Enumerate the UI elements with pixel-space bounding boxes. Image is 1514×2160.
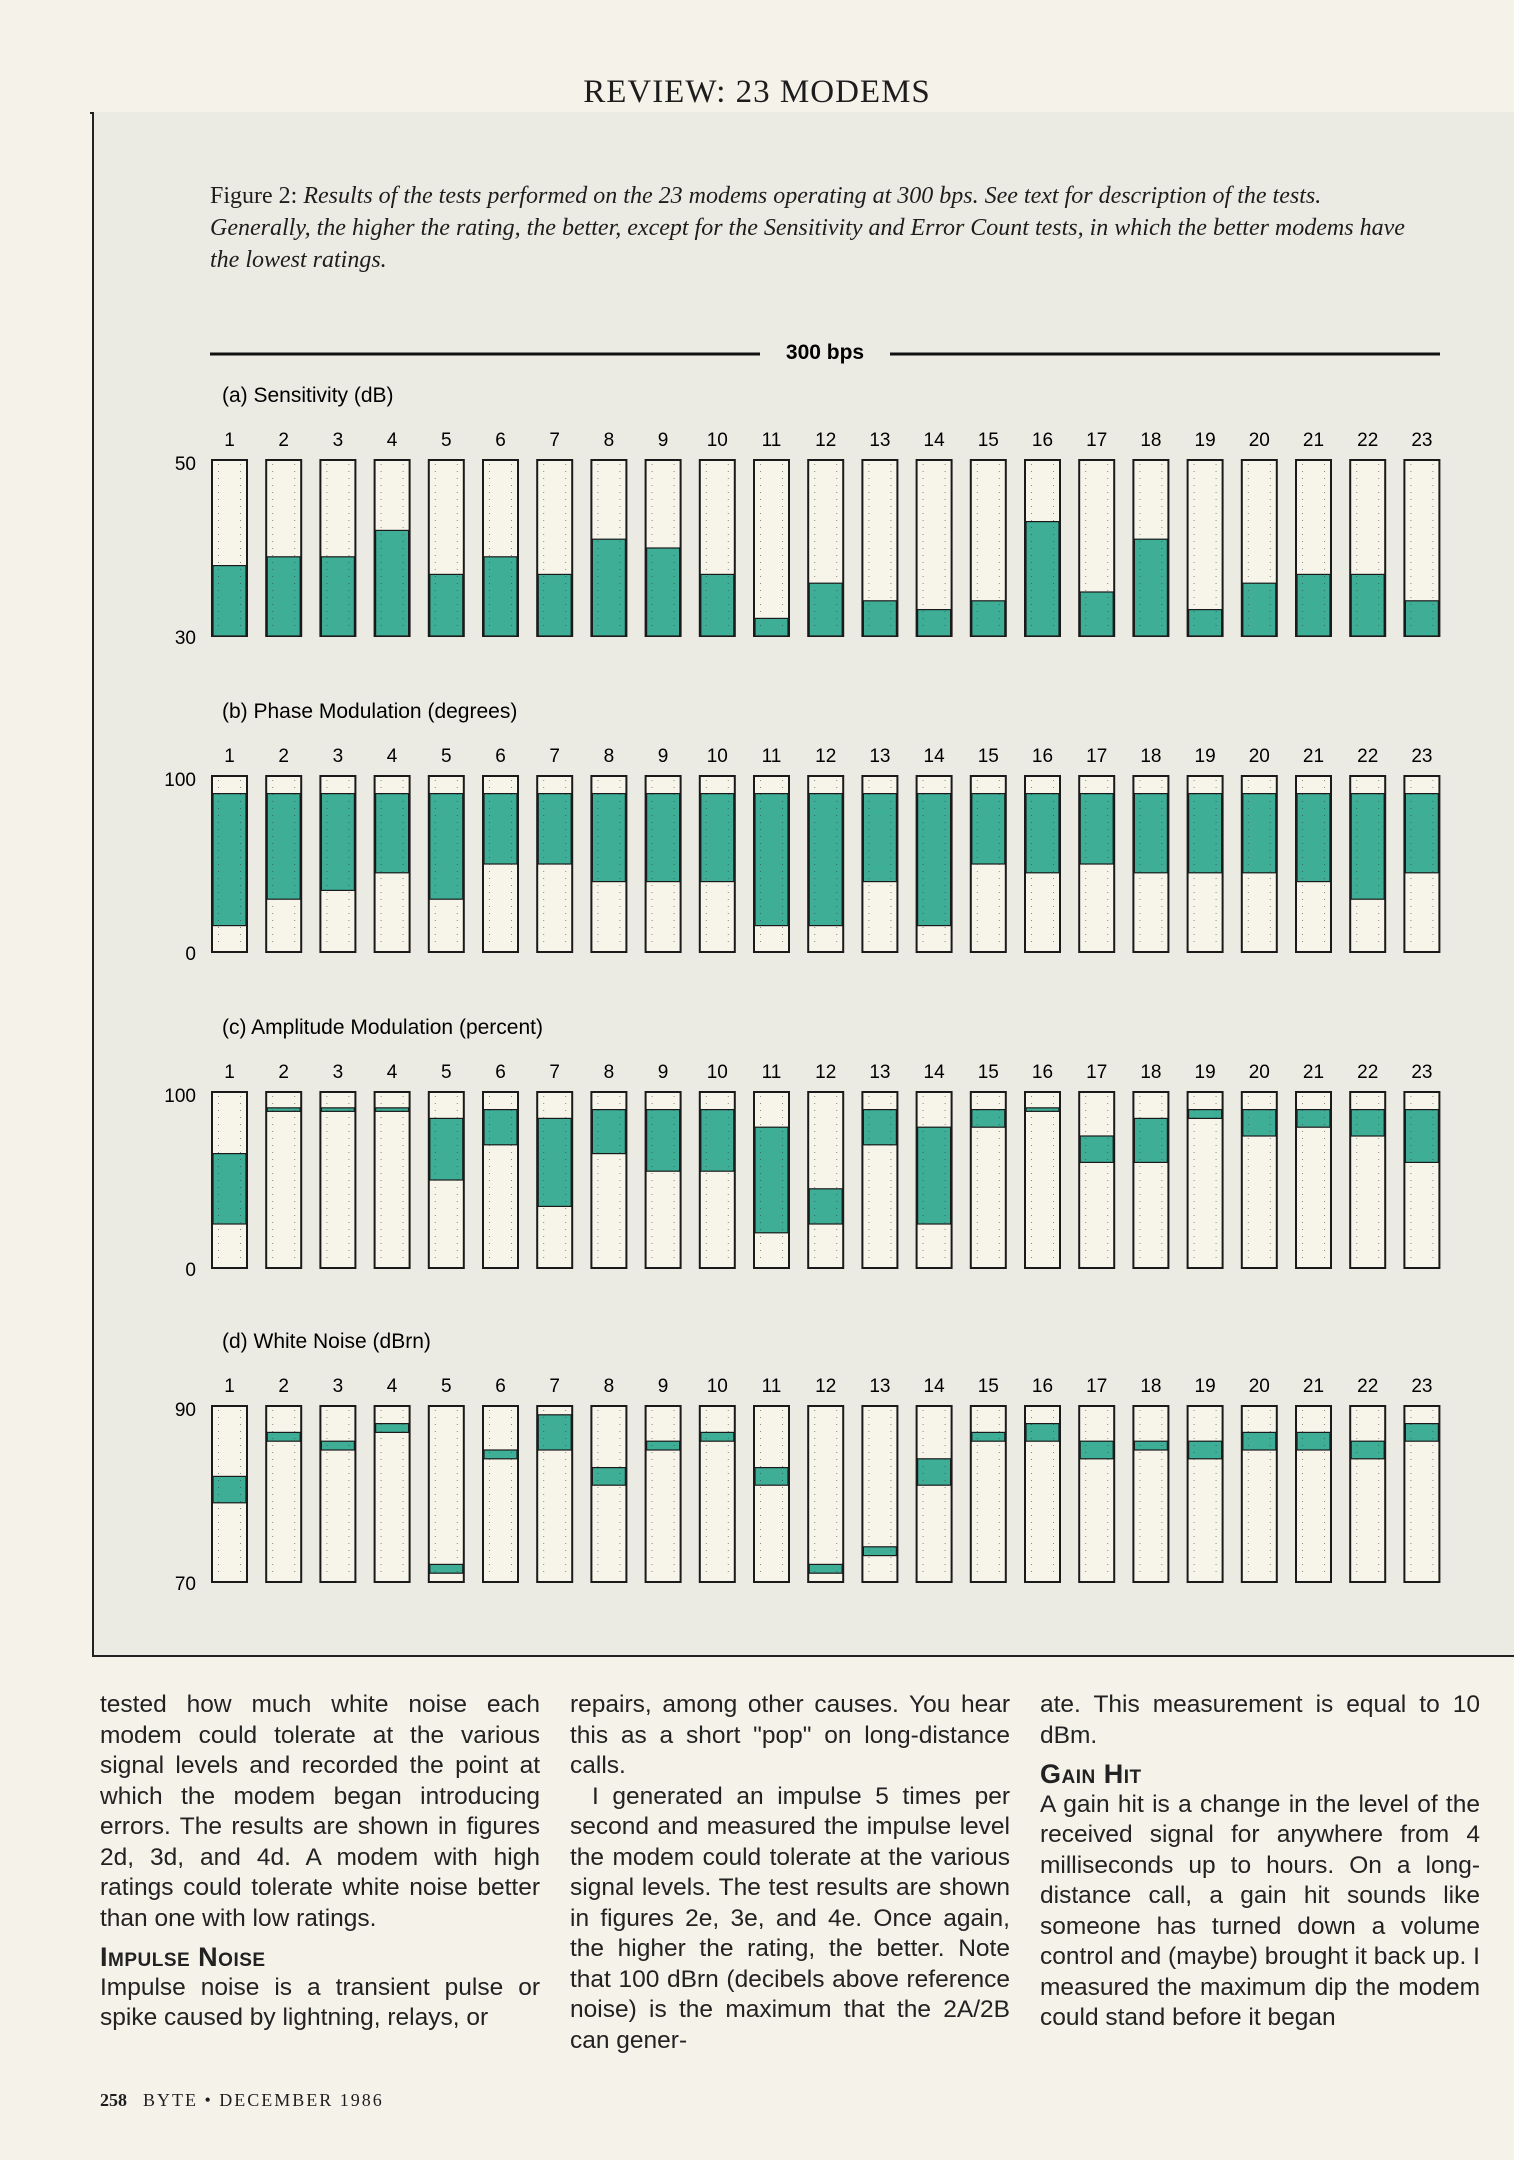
bar-value — [376, 1108, 409, 1112]
caption-text: Results of the tests performed on the 23 modems operating at 300 bps. See text for description of the tests. Generally, the higher the rating, the better, except for the Sensitivity and Error Count tests, in which the better modems have the lowest ratings. — [210, 183, 1405, 273]
modem-number-label: 10 — [706, 430, 728, 451]
bar-value — [701, 1110, 734, 1172]
bar-frame — [591, 1406, 626, 1582]
page-title: REVIEW: 23 MODEMS — [583, 74, 931, 110]
bar-value — [1297, 1432, 1330, 1450]
bar-frame — [483, 1406, 518, 1582]
modem-number-label: 21 — [1302, 430, 1325, 451]
bar-value — [972, 1432, 1005, 1441]
modem-number-label: 15 — [977, 1062, 999, 1083]
modem-number-label: 20 — [1248, 430, 1270, 451]
bar-frame — [754, 460, 789, 636]
modem-number-label: 10 — [706, 1062, 728, 1083]
bar-value — [647, 794, 680, 882]
bar-value — [755, 1127, 788, 1233]
modem-number-label: 22 — [1357, 1062, 1379, 1083]
body-paragraph: Impulse noise is a transient pulse or spike caused by lightning, relays, or — [100, 1973, 540, 2031]
modem-number-label: 21 — [1302, 746, 1325, 767]
bar-value — [1134, 794, 1167, 873]
modem-number-label: 3 — [332, 1376, 344, 1397]
modem-number-label: 6 — [495, 1062, 506, 1083]
bar-value — [701, 794, 734, 882]
y-tick-label: 0 — [185, 1260, 196, 1281]
modem-number-label: 19 — [1194, 1376, 1216, 1397]
caption-label: Figure 2: — [210, 183, 298, 209]
page-number: 258 — [100, 2090, 127, 2110]
bar-value — [538, 794, 571, 864]
bar-value — [213, 794, 246, 926]
modem-number-label: 14 — [923, 746, 945, 767]
bar-value — [376, 1424, 409, 1433]
modem-number-label: 16 — [1031, 430, 1054, 451]
modem-number-label: 4 — [386, 430, 398, 451]
bar-value — [321, 794, 354, 891]
bar-value — [484, 794, 517, 864]
modem-number-label: 7 — [549, 430, 560, 451]
y-tick-label: 90 — [174, 1400, 196, 1421]
bar-value — [538, 1415, 571, 1450]
bar-value — [430, 1564, 463, 1573]
y-tick-label: 70 — [174, 1574, 196, 1595]
bar-value — [972, 794, 1005, 864]
bar-value — [376, 794, 409, 873]
body-column-1 — [100, 1690, 540, 2034]
bar-value — [430, 1118, 463, 1180]
bar-value — [755, 1468, 788, 1486]
modem-number-label: 23 — [1411, 746, 1433, 767]
chart-title: (a) Sensitivity (dB) — [222, 384, 394, 407]
bar-value — [1026, 1424, 1059, 1442]
modem-number-label: 10 — [706, 746, 728, 767]
chart-title: (c) Amplitude Modulation (percent) — [222, 1016, 543, 1039]
bar-value — [809, 583, 842, 636]
modem-number-label: 13 — [869, 1376, 891, 1397]
modem-number-label: 6 — [495, 430, 506, 451]
section-heading-impulse-noise: Impulse Noise — [100, 1942, 266, 1972]
bar-value — [267, 557, 300, 636]
modem-number-label: 8 — [603, 746, 615, 767]
modem-number-label: 15 — [977, 430, 999, 451]
modem-number-label: 17 — [1086, 430, 1108, 451]
bar-value — [1134, 539, 1167, 636]
bar-frame — [646, 1406, 681, 1582]
modem-number-label: 9 — [657, 1376, 669, 1397]
modem-number-label: 1 — [224, 430, 235, 451]
modem-number-label: 3 — [332, 1062, 344, 1083]
bar-value — [1080, 1136, 1113, 1162]
modem-number-label: 21 — [1302, 1062, 1325, 1083]
modem-number-label: 20 — [1248, 1062, 1270, 1083]
modem-number-label: 23 — [1411, 1376, 1433, 1397]
y-tick-label: 0 — [185, 944, 196, 965]
bar-value — [538, 574, 571, 636]
bar-value — [1189, 1441, 1222, 1459]
modem-number-label: 17 — [1086, 1376, 1108, 1397]
modem-number-label: 4 — [386, 1062, 398, 1083]
modem-number-label: 19 — [1194, 430, 1216, 451]
modem-number-label: 11 — [761, 1062, 782, 1083]
bar-frame — [1079, 1092, 1114, 1268]
modem-number-label: 17 — [1086, 746, 1108, 767]
body-paragraph: I generated an impulse 5 times per second and measured the impulse level the modem could tolerate at the various signal levels. The test results are shown in figures 2e, 3e, and 4e. Once again, the higher the rating, the better. Note that 100 dBrn (decibels above reference noise) is the maximum that the 2A/2B can gener- — [570, 1782, 1010, 2054]
bar-value — [647, 548, 680, 636]
modem-number-label: 16 — [1031, 1062, 1054, 1083]
modem-number-label: 6 — [495, 746, 506, 767]
bar-value — [267, 1432, 300, 1441]
modem-number-label: 15 — [977, 746, 999, 767]
modem-number-label: 22 — [1357, 746, 1379, 767]
section-heading-gain-hit: Gain Hit — [1040, 1759, 1142, 1789]
modem-number-label: 20 — [1248, 1376, 1270, 1397]
bar-frame — [1350, 1406, 1385, 1582]
body-paragraph: tested how much white noise each modem could tolerate at the various signal levels and recorded the point at which the modem began introducing errors. The results are shown in figures 2d, 3d, and 4d. A modem with high ratings could tolerate white noise better than one with low ratings. — [100, 1691, 540, 1932]
bar-frame — [320, 1406, 355, 1582]
modem-number-label: 18 — [1140, 746, 1162, 767]
bar-value — [430, 794, 463, 900]
modem-number-label: 16 — [1031, 746, 1054, 767]
bar-value — [213, 1154, 246, 1224]
modem-number-label: 18 — [1140, 430, 1162, 451]
body-paragraph: repairs, among other causes. You hear this as a short "pop" on long-distance calls. — [570, 1691, 1010, 1779]
bar-frame — [1079, 1406, 1114, 1582]
modem-number-label: 13 — [869, 430, 891, 451]
modem-number-label: 11 — [761, 430, 782, 451]
bar-frame — [375, 1092, 410, 1268]
bar-value — [538, 1118, 571, 1206]
bar-value — [1243, 1110, 1276, 1136]
modem-number-label: 11 — [761, 1376, 782, 1397]
modem-number-label: 2 — [278, 1062, 289, 1083]
modem-number-label: 5 — [441, 430, 452, 451]
modem-number-label: 12 — [815, 1062, 837, 1083]
bar-value — [1026, 522, 1059, 636]
body-column-3 — [1040, 1690, 1480, 2034]
modem-number-label: 21 — [1302, 1376, 1325, 1397]
bar-value — [755, 618, 788, 636]
modem-number-label: 20 — [1248, 746, 1270, 767]
modem-number-label: 12 — [815, 746, 837, 767]
bar-value — [1351, 1441, 1384, 1459]
bar-value — [647, 1110, 680, 1172]
bar-value — [1405, 1110, 1438, 1163]
modem-number-label: 9 — [657, 746, 669, 767]
body-paragraph: ate. This measurement is equal to 10 dBm. — [1040, 1691, 1480, 1749]
modem-number-label: 12 — [815, 430, 837, 451]
chart-title: (d) White Noise (dBrn) — [222, 1330, 431, 1353]
bar-value — [1080, 592, 1113, 636]
modem-number-label: 1 — [224, 1376, 235, 1397]
modem-number-label: 8 — [603, 1376, 615, 1397]
bar-value — [809, 1189, 842, 1224]
bar-frame — [917, 1406, 952, 1582]
bar-value — [918, 610, 951, 636]
modem-number-label: 17 — [1086, 1062, 1108, 1083]
bar-value — [1134, 1118, 1167, 1162]
modem-number-label: 15 — [977, 1376, 999, 1397]
modem-number-label: 8 — [603, 430, 615, 451]
bar-value — [1080, 794, 1113, 864]
modem-number-label: 7 — [549, 1376, 560, 1397]
bar-value — [701, 574, 734, 636]
bar-frame — [320, 1092, 355, 1268]
chart-title: (b) Phase Modulation (degrees) — [222, 700, 518, 723]
modem-number-label: 10 — [706, 1376, 728, 1397]
bar-value — [701, 1432, 734, 1441]
modem-number-label: 23 — [1411, 1062, 1433, 1083]
modem-number-label: 14 — [923, 430, 945, 451]
modem-number-label: 14 — [923, 1062, 945, 1083]
bar-value — [1189, 1110, 1222, 1119]
bar-value — [918, 1459, 951, 1485]
speed-label: 300 bps — [785, 341, 865, 364]
bar-frame — [808, 1092, 843, 1268]
bar-value — [918, 1127, 951, 1224]
modem-number-label: 1 — [224, 746, 235, 767]
bar-value — [430, 574, 463, 636]
modem-number-label: 3 — [332, 430, 344, 451]
modem-number-label: 5 — [441, 746, 452, 767]
bar-value — [267, 794, 300, 900]
bar-value — [1189, 794, 1222, 873]
bar-value — [267, 1108, 300, 1112]
modem-number-label: 5 — [441, 1376, 452, 1397]
bar-value — [1351, 574, 1384, 636]
bar-value — [863, 794, 896, 882]
modem-number-label: 4 — [386, 746, 398, 767]
bar-value — [484, 1110, 517, 1145]
bar-value — [1243, 583, 1276, 636]
modem-number-label: 14 — [923, 1376, 945, 1397]
bar-value — [1297, 794, 1330, 882]
bar-value — [376, 530, 409, 636]
bar-frame — [754, 1406, 789, 1582]
footer-text: BYTE • DECEMBER 1986 — [143, 2090, 384, 2110]
bar-value — [918, 794, 951, 926]
modem-number-label: 2 — [278, 1376, 289, 1397]
bar-value — [809, 1564, 842, 1573]
bar-value — [321, 1441, 354, 1450]
bar-value — [1405, 601, 1438, 636]
bar-value — [1405, 794, 1438, 873]
bar-value — [1026, 1108, 1059, 1112]
modem-number-label: 5 — [441, 1062, 452, 1083]
y-tick-label: 100 — [164, 770, 196, 791]
modem-number-label: 22 — [1357, 430, 1379, 451]
bar-frame — [1188, 1406, 1223, 1582]
bar-value — [1243, 1432, 1276, 1450]
y-tick-label: 50 — [174, 454, 196, 475]
y-tick-label: 30 — [174, 628, 196, 649]
bar-value — [1297, 1110, 1330, 1128]
modem-number-label: 18 — [1140, 1062, 1162, 1083]
modem-number-label: 2 — [278, 746, 289, 767]
bar-value — [863, 1110, 896, 1145]
bar-frame — [429, 1406, 464, 1582]
bar-value — [972, 601, 1005, 636]
bar-value — [809, 794, 842, 926]
modem-number-label: 7 — [549, 746, 560, 767]
bar-value — [592, 1468, 625, 1486]
bar-value — [484, 557, 517, 636]
bar-value — [592, 794, 625, 882]
modem-number-label: 22 — [1357, 1376, 1379, 1397]
bar-value — [1405, 1424, 1438, 1442]
modem-number-label: 11 — [761, 746, 782, 767]
bar-frame — [1025, 1092, 1060, 1268]
bar-value — [863, 601, 896, 636]
modem-number-label: 18 — [1140, 1376, 1162, 1397]
body-paragraph: A gain hit is a change in the level of the received signal for anywhere from 4 milliseconds up to hours. On a long-distance call, a gain hit sounds like someone has turned down a volume control and (maybe) brought it back up. I measured the maximum dip the modem could stand before it began — [1040, 1790, 1480, 2031]
bar-value — [321, 1108, 354, 1112]
modem-number-label: 16 — [1031, 1376, 1054, 1397]
modem-number-label: 13 — [869, 1062, 891, 1083]
modem-number-label: 6 — [495, 1376, 506, 1397]
bar-value — [863, 1547, 896, 1556]
bar-value — [755, 794, 788, 926]
bar-frame — [808, 1406, 843, 1582]
modem-number-label: 19 — [1194, 1062, 1216, 1083]
bar-value — [484, 1450, 517, 1459]
bar-value — [1134, 1441, 1167, 1450]
body-column-2 — [570, 1690, 1010, 2056]
page-footer — [100, 2090, 384, 2111]
modem-number-label: 23 — [1411, 430, 1433, 451]
bar-value — [592, 539, 625, 636]
bar-value — [213, 1476, 246, 1502]
bar-value — [321, 557, 354, 636]
bar-value — [1189, 610, 1222, 636]
bar-value — [1351, 1110, 1384, 1136]
modem-number-label: 19 — [1194, 746, 1216, 767]
bar-value — [1297, 574, 1330, 636]
modem-number-label: 2 — [278, 430, 289, 451]
modem-number-label: 9 — [657, 1062, 669, 1083]
modem-number-label: 9 — [657, 430, 669, 451]
modem-number-label: 12 — [815, 1376, 837, 1397]
bar-value — [647, 1441, 680, 1450]
bar-value — [1243, 794, 1276, 873]
bar-value — [1026, 794, 1059, 873]
y-tick-label: 100 — [164, 1086, 196, 1107]
bar-value — [1351, 794, 1384, 900]
bar-frame — [1133, 1406, 1168, 1582]
bar-frame — [266, 1092, 301, 1268]
modem-number-label: 8 — [603, 1062, 615, 1083]
bar-value — [1080, 1441, 1113, 1459]
modem-number-label: 7 — [549, 1062, 560, 1083]
bar-value — [213, 566, 246, 636]
modem-number-label: 13 — [869, 746, 891, 767]
bar-value — [972, 1110, 1005, 1128]
modem-number-label: 3 — [332, 746, 344, 767]
modem-number-label: 1 — [224, 1062, 235, 1083]
bar-value — [592, 1110, 625, 1154]
modem-number-label: 4 — [386, 1376, 398, 1397]
